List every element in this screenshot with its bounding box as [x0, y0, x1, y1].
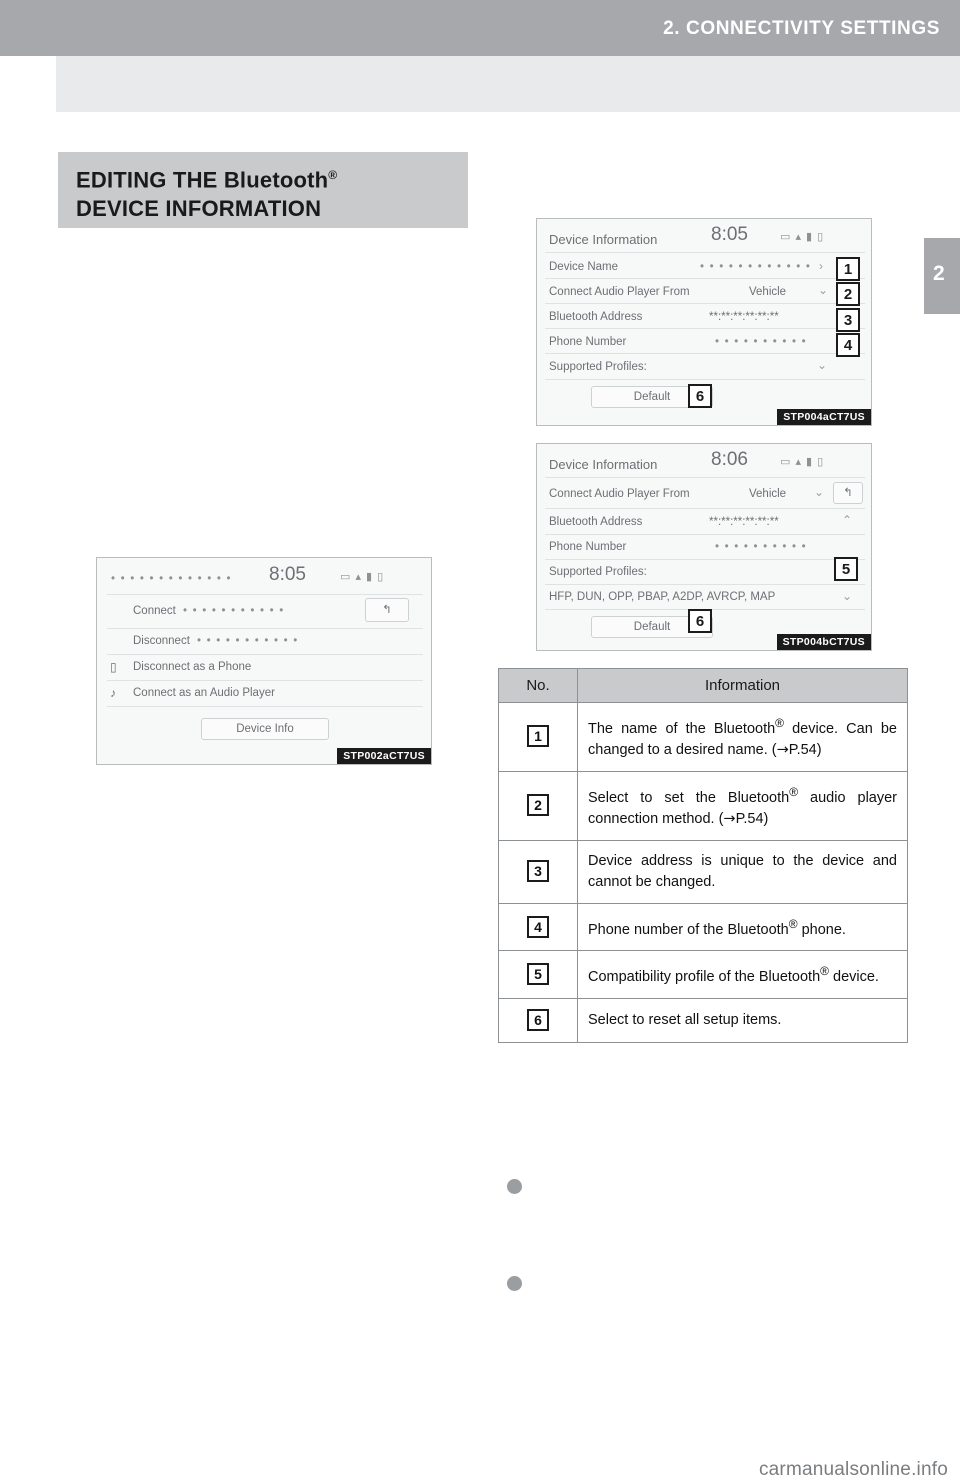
header-sub-bar-notch: [0, 56, 56, 112]
device-info-a-row-audio-source-label[interactable]: Connect Audio Player From: [549, 286, 690, 298]
device-menu-screen-body: [97, 558, 431, 764]
numbox: 1: [527, 725, 549, 747]
device-info-b-row-supported-profiles-label: Supported Profiles:: [549, 566, 647, 578]
table-row-info-cell: Select to set the Bluetooth® audio player connection method. (→P.54): [578, 771, 908, 840]
device-info-a-row-device-name-value: • • • • • • • • • • • •: [700, 261, 812, 273]
device-info-b-row-profile-list: HFP, DUN, OPP, PBAP, A2DP, AVRCP, MAP: [549, 591, 776, 603]
device-info-a-row-device-name-label[interactable]: Device Name: [549, 261, 619, 273]
chevron-down-icon[interactable]: ⌄: [814, 485, 825, 499]
divider: [545, 379, 865, 380]
divider: [545, 559, 865, 560]
callout-6-b: 6: [688, 609, 712, 633]
section-title-block: [58, 152, 468, 228]
section-title-line2: DEVICE INFORMATION: [76, 196, 322, 222]
device-menu-title-dots: • • • • • • • • • • • • •: [111, 573, 232, 585]
divider: [545, 278, 865, 279]
divider: [107, 654, 423, 655]
device-info-b-row-phone-number-label: Phone Number: [549, 541, 627, 553]
divider: [545, 252, 865, 253]
back-arrow-icon: ↰: [843, 487, 853, 499]
table-row-number-cell: [499, 951, 578, 999]
device-info-b-back-button[interactable]: [833, 482, 863, 504]
registered-trademark-icon: ®: [775, 716, 785, 730]
section-title-line1: EDITING THE Bluetooth: [76, 167, 329, 193]
device-menu-row-disconnect-label[interactable]: Disconnect: [133, 635, 190, 647]
table-header-no: No.: [499, 669, 578, 703]
music-note-icon: ♪: [110, 686, 116, 700]
bullet-marker: [507, 1179, 522, 1194]
device-info-a-row-supported-profiles-label: Supported Profiles:: [549, 361, 647, 373]
device-info-a-row-audio-source-value: Vehicle: [749, 286, 787, 298]
device-info-a-status-icons: ▭ ▴ ▮ ▯: [780, 231, 825, 243]
divider: [545, 508, 865, 509]
table-row-number-cell: [499, 703, 578, 772]
table-row-number-cell: [499, 999, 578, 1043]
device-info-b-row-bt-address-value: **:**:**:**:**:**: [709, 516, 779, 528]
bullet-marker: [507, 1276, 522, 1291]
numbox: 6: [527, 1009, 549, 1031]
numbox: 2: [527, 794, 549, 816]
device-menu-row-connect-value: • • • • • • • • • • •: [183, 605, 285, 617]
table-row-number-cell: [499, 903, 578, 951]
device-info-a-row-bt-address-label: Bluetooth Address: [549, 311, 643, 323]
table-row-info-cell: Phone number of the Bluetooth® phone.: [578, 903, 908, 951]
registered-trademark-icon: ®: [328, 168, 338, 182]
page-header-bar: [0, 0, 960, 56]
divider: [545, 584, 865, 585]
header-sub-bar: [0, 56, 960, 112]
registered-trademark-icon: ®: [789, 784, 799, 799]
table-row: [499, 840, 908, 903]
device-info-b-row-audio-source-value: Vehicle: [749, 488, 787, 500]
table-row: [499, 951, 908, 999]
information-table: [498, 668, 908, 1043]
device-menu-row-connect-audio-label[interactable]: Connect as an Audio Player: [133, 687, 275, 699]
callout-3: 3: [836, 308, 860, 332]
table-row-info-cell: Compatibility profile of the Bluetooth® device.: [578, 951, 908, 999]
device-menu-row-connect-label[interactable]: Connect: [133, 605, 176, 617]
registered-trademark-icon: ®: [788, 916, 798, 931]
registered-trademark-icon: ®: [820, 964, 829, 979]
divider: [545, 534, 865, 535]
chevron-double-up-icon[interactable]: ⌃: [842, 513, 853, 527]
device-info-a-clock: 8:05: [711, 224, 748, 245]
footer-bar: [0, 1452, 960, 1484]
divider: [107, 628, 423, 629]
chevron-double-down-icon[interactable]: ⌄: [842, 589, 853, 603]
device-menu-row-disconnect-value: • • • • • • • • • • •: [197, 635, 299, 647]
callout-5: 5: [834, 557, 858, 581]
table-row: [499, 703, 908, 772]
divider: [107, 706, 423, 707]
device-info-b-title: Device Information: [549, 457, 658, 472]
footer-watermark: carmanualsonline.info: [758, 1459, 948, 1480]
device-menu-status-icons: ▭ ▴ ▮ ▯: [340, 571, 385, 583]
device-menu-clock: 8:05: [269, 564, 306, 585]
table-row-number-cell: [499, 771, 578, 840]
phone-icon: ▯: [110, 660, 117, 674]
section-title: [76, 161, 337, 223]
callout-4: 4: [836, 333, 860, 357]
table-row-info-cell: Device address is unique to the device and cannot be changed.: [578, 840, 908, 903]
table-header-information: Information: [578, 669, 908, 703]
figure-code-device-menu: STP002aCT7US: [337, 748, 431, 764]
chapter-tab-number: 2: [933, 262, 945, 285]
divider: [545, 477, 865, 478]
device-info-a-default-button[interactable]: Default: [591, 386, 713, 408]
divider: [545, 328, 865, 329]
device-info-a-row-phone-number-label: Phone Number: [549, 336, 627, 348]
screenshot-device-menu: [96, 557, 432, 765]
device-info-a-row-bt-address-value: **:**:**:**:**:**: [709, 311, 779, 323]
device-info-button[interactable]: Device Info: [201, 718, 329, 740]
numbox: 4: [527, 916, 549, 938]
device-info-a-row-phone-number-value: • • • • • • • • • •: [715, 336, 807, 348]
divider: [107, 680, 423, 681]
device-info-b-clock: 8:06: [711, 449, 748, 470]
device-info-b-row-phone-number-value: • • • • • • • • • •: [715, 541, 807, 553]
device-info-b-row-audio-source-label[interactable]: Connect Audio Player From: [549, 488, 690, 500]
callout-6-a: 6: [688, 384, 712, 408]
table-header-row: [499, 669, 908, 703]
table-row: [499, 999, 908, 1043]
device-info-b-status-icons: ▭ ▴ ▮ ▯: [780, 456, 825, 468]
device-info-a-title: Device Information: [549, 232, 658, 247]
device-menu-back-button[interactable]: [365, 598, 409, 622]
chapter-title: 2. CONNECTIVITY SETTINGS: [663, 18, 940, 39]
table-row: [499, 771, 908, 840]
divider: [545, 353, 865, 354]
chevron-double-down-icon[interactable]: ⌄: [817, 358, 828, 372]
chevron-down-icon[interactable]: ⌄: [818, 283, 829, 297]
back-arrow-icon: ↰: [382, 604, 392, 616]
table-row: [499, 903, 908, 951]
callout-2: 2: [836, 282, 860, 306]
figure-code-device-info-b: STP004bCT7US: [777, 634, 871, 650]
callout-1: 1: [836, 257, 860, 281]
device-menu-row-disconnect-phone-label[interactable]: Disconnect as a Phone: [133, 661, 252, 673]
table-row-info-cell: Select to reset all setup items.: [578, 999, 908, 1043]
table-row-info-cell: The name of the Bluetooth® device. Can be changed to a desired name. (→P.54): [578, 703, 908, 772]
figure-code-device-info-a: STP004aCT7US: [777, 409, 871, 425]
device-info-b-default-button[interactable]: Default: [591, 616, 713, 638]
numbox: 5: [527, 963, 549, 985]
divider: [545, 303, 865, 304]
chapter-tab: [924, 238, 960, 314]
numbox: 3: [527, 860, 549, 882]
device-info-b-row-bt-address-label: Bluetooth Address: [549, 516, 643, 528]
table-row-number-cell: [499, 840, 578, 903]
divider: [107, 594, 423, 595]
chevron-right-icon[interactable]: ›: [819, 259, 823, 273]
